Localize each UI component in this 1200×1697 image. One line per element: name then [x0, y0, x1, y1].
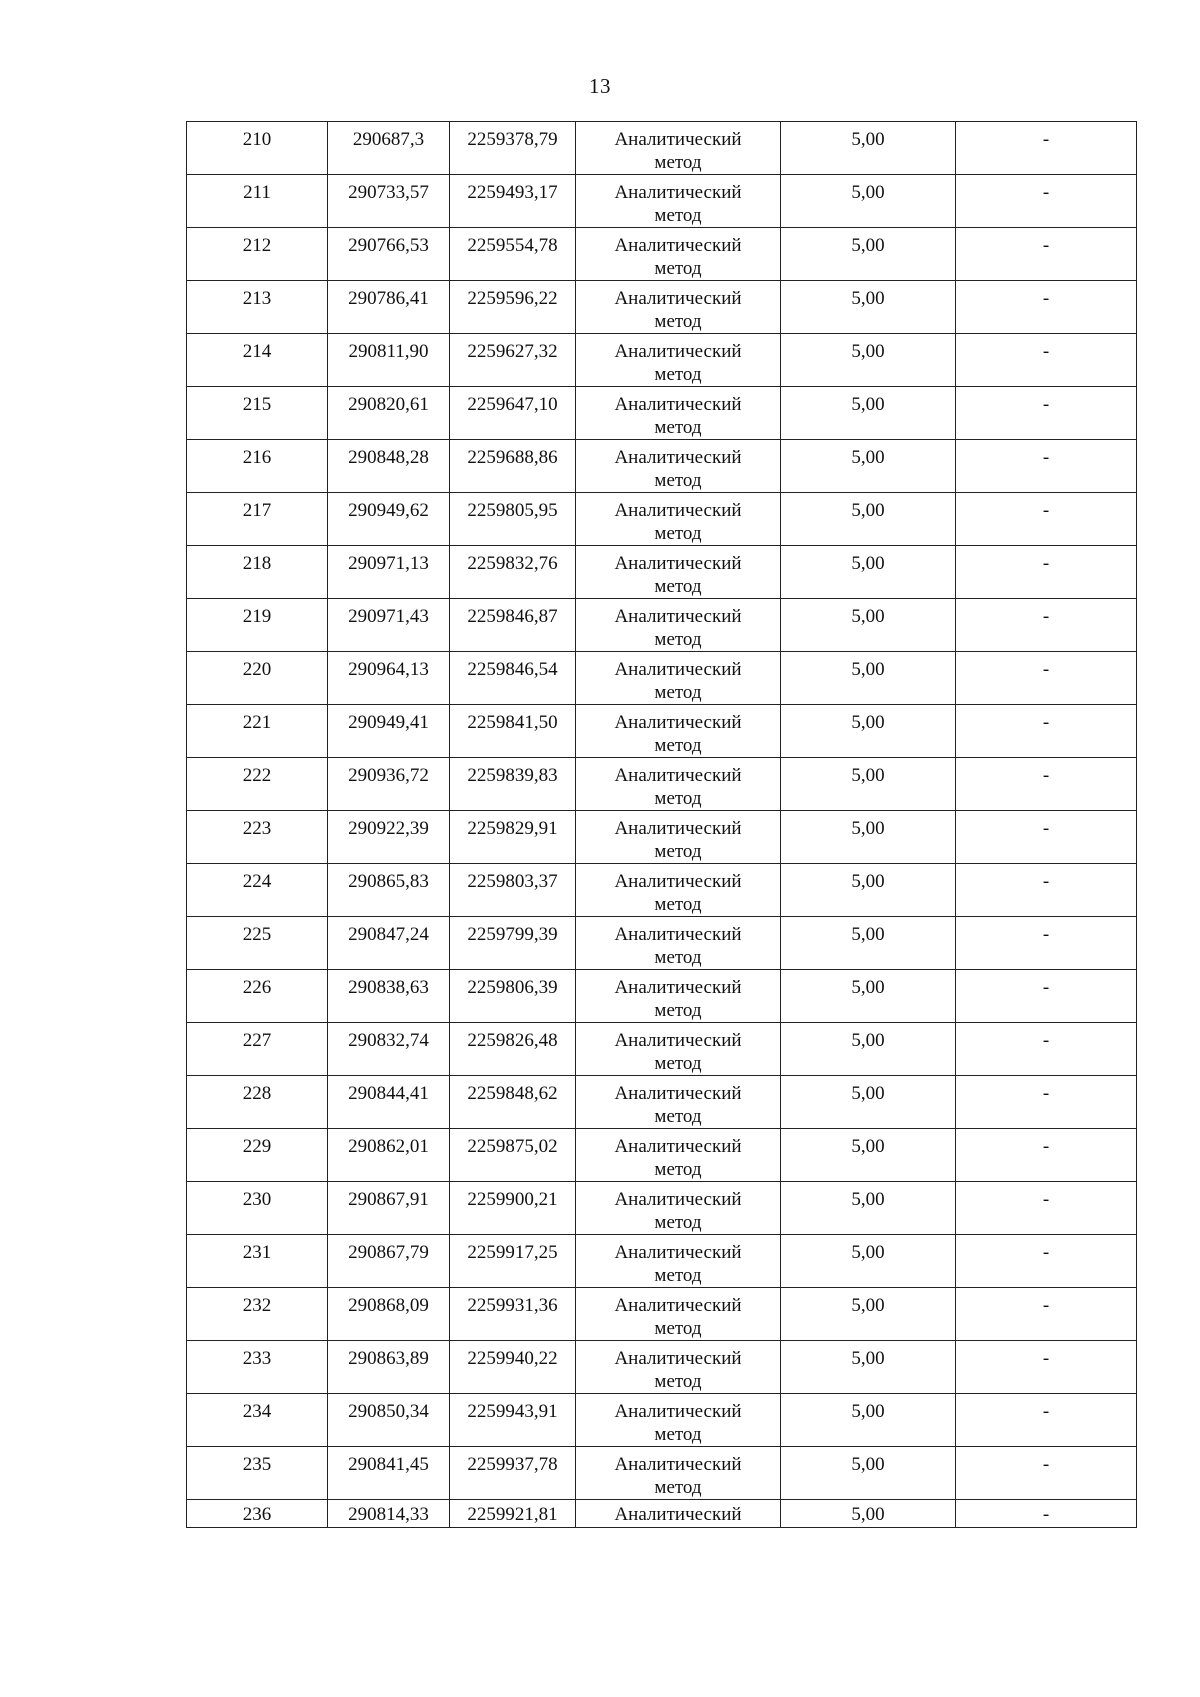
description-cell: -	[956, 1023, 1137, 1076]
point-number-cell: 218	[187, 546, 328, 599]
table-row	[187, 811, 1137, 864]
y-coordinate-cell: 2259805,95	[450, 493, 576, 546]
y-coordinate-cell: 2259921,81	[450, 1500, 576, 1528]
y-coordinate-cell: 2259803,37	[450, 864, 576, 917]
description-cell: -	[956, 599, 1137, 652]
description-cell: -	[956, 546, 1137, 599]
point-number-cell: 226	[187, 970, 328, 1023]
x-coordinate-cell: 290863,89	[328, 1341, 450, 1394]
page-number: 13	[589, 74, 611, 98]
point-number-cell: 230	[187, 1182, 328, 1235]
x-coordinate-cell: 290850,34	[328, 1394, 450, 1447]
method-cell: Аналитический метод	[576, 228, 781, 281]
point-number-cell: 220	[187, 652, 328, 705]
x-coordinate-cell: 290936,72	[328, 758, 450, 811]
description-cell: -	[956, 440, 1137, 493]
table-row	[187, 705, 1137, 758]
x-coordinate-cell: 290949,62	[328, 493, 450, 546]
description-cell: -	[956, 1182, 1137, 1235]
table-row	[187, 1447, 1137, 1500]
point-number-cell: 210	[187, 122, 328, 175]
x-coordinate-cell: 290847,24	[328, 917, 450, 970]
y-coordinate-cell: 2259829,91	[450, 811, 576, 864]
method-cell: Аналитический метод	[576, 546, 781, 599]
table-row	[187, 387, 1137, 440]
point-number-cell: 234	[187, 1394, 328, 1447]
description-cell: -	[956, 864, 1137, 917]
accuracy-cell: 5,00	[781, 1129, 956, 1182]
table-row	[187, 493, 1137, 546]
x-coordinate-cell: 290848,28	[328, 440, 450, 493]
table-row	[187, 652, 1137, 705]
description-cell: -	[956, 493, 1137, 546]
description-cell: -	[956, 281, 1137, 334]
method-cell: Аналитический метод	[576, 440, 781, 493]
x-coordinate-cell: 290868,09	[328, 1288, 450, 1341]
accuracy-cell: 5,00	[781, 440, 956, 493]
method-cell: Аналитический метод	[576, 175, 781, 228]
accuracy-cell: 5,00	[781, 917, 956, 970]
x-coordinate-cell: 290841,45	[328, 1447, 450, 1500]
point-number-cell: 228	[187, 1076, 328, 1129]
point-number-cell: 219	[187, 599, 328, 652]
description-cell: -	[956, 758, 1137, 811]
y-coordinate-cell: 2259846,54	[450, 652, 576, 705]
point-number-cell: 231	[187, 1235, 328, 1288]
table-row	[187, 864, 1137, 917]
point-number-cell: 224	[187, 864, 328, 917]
method-cell: Аналитический метод	[576, 864, 781, 917]
point-number-cell: 232	[187, 1288, 328, 1341]
y-coordinate-cell: 2259826,48	[450, 1023, 576, 1076]
method-cell: Аналитический метод	[576, 705, 781, 758]
table-row	[187, 175, 1137, 228]
accuracy-cell: 5,00	[781, 1076, 956, 1129]
description-cell: -	[956, 1394, 1137, 1447]
table-row	[187, 970, 1137, 1023]
point-number-cell: 233	[187, 1341, 328, 1394]
description-cell: -	[956, 652, 1137, 705]
description-cell: -	[956, 1341, 1137, 1394]
table-row	[187, 917, 1137, 970]
x-coordinate-cell: 290687,3	[328, 122, 450, 175]
point-number-cell: 235	[187, 1447, 328, 1500]
table-row	[187, 1129, 1137, 1182]
method-cell: Аналитический метод	[576, 599, 781, 652]
y-coordinate-cell: 2259378,79	[450, 122, 576, 175]
accuracy-cell: 5,00	[781, 758, 956, 811]
x-coordinate-cell: 290811,90	[328, 334, 450, 387]
description-cell: -	[956, 387, 1137, 440]
x-coordinate-cell: 290922,39	[328, 811, 450, 864]
x-coordinate-cell: 290867,79	[328, 1235, 450, 1288]
method-cell: Аналитический метод	[576, 970, 781, 1023]
description-cell: -	[956, 1447, 1137, 1500]
method-cell: Аналитический метод	[576, 1394, 781, 1447]
method-cell: Аналитический метод	[576, 1341, 781, 1394]
accuracy-cell: 5,00	[781, 387, 956, 440]
method-cell: Аналитический метод	[576, 652, 781, 705]
table-row	[187, 122, 1137, 175]
y-coordinate-cell: 2259846,87	[450, 599, 576, 652]
description-cell: -	[956, 228, 1137, 281]
x-coordinate-cell: 290865,83	[328, 864, 450, 917]
table-row	[187, 1235, 1137, 1288]
y-coordinate-cell: 2259931,36	[450, 1288, 576, 1341]
x-coordinate-cell: 290838,63	[328, 970, 450, 1023]
x-coordinate-cell: 290971,13	[328, 546, 450, 599]
point-number-cell: 217	[187, 493, 328, 546]
accuracy-cell: 5,00	[781, 1235, 956, 1288]
table-row	[187, 334, 1137, 387]
method-cell: Аналитический	[576, 1500, 781, 1528]
table-row	[187, 546, 1137, 599]
y-coordinate-cell: 2259917,25	[450, 1235, 576, 1288]
accuracy-cell: 5,00	[781, 334, 956, 387]
point-number-cell: 222	[187, 758, 328, 811]
description-cell: -	[956, 1235, 1137, 1288]
description-cell: -	[956, 917, 1137, 970]
method-cell: Аналитический метод	[576, 1023, 781, 1076]
description-cell: -	[956, 1288, 1137, 1341]
y-coordinate-cell: 2259900,21	[450, 1182, 576, 1235]
table-row	[187, 758, 1137, 811]
x-coordinate-cell: 290971,43	[328, 599, 450, 652]
method-cell: Аналитический метод	[576, 1235, 781, 1288]
y-coordinate-cell: 2259943,91	[450, 1394, 576, 1447]
method-cell: Аналитический метод	[576, 493, 781, 546]
accuracy-cell: 5,00	[781, 546, 956, 599]
table-row	[187, 228, 1137, 281]
accuracy-cell: 5,00	[781, 1500, 956, 1528]
y-coordinate-cell: 2259832,76	[450, 546, 576, 599]
description-cell: -	[956, 1129, 1137, 1182]
coordinates-table	[186, 121, 1137, 1528]
y-coordinate-cell: 2259493,17	[450, 175, 576, 228]
table-row	[187, 599, 1137, 652]
x-coordinate-cell: 290862,01	[328, 1129, 450, 1182]
x-coordinate-cell: 290814,33	[328, 1500, 450, 1528]
y-coordinate-cell: 2259688,86	[450, 440, 576, 493]
point-number-cell: 223	[187, 811, 328, 864]
point-number-cell: 229	[187, 1129, 328, 1182]
method-cell: Аналитический метод	[576, 122, 781, 175]
method-cell: Аналитический метод	[576, 758, 781, 811]
accuracy-cell: 5,00	[781, 1288, 956, 1341]
x-coordinate-cell: 290949,41	[328, 705, 450, 758]
description-cell: -	[956, 1500, 1137, 1528]
table-body	[187, 122, 1137, 1528]
y-coordinate-cell: 2259806,39	[450, 970, 576, 1023]
method-cell: Аналитический метод	[576, 1076, 781, 1129]
y-coordinate-cell: 2259554,78	[450, 228, 576, 281]
method-cell: Аналитический метод	[576, 811, 781, 864]
x-coordinate-cell: 290867,91	[328, 1182, 450, 1235]
y-coordinate-cell: 2259841,50	[450, 705, 576, 758]
description-cell: -	[956, 122, 1137, 175]
accuracy-cell: 5,00	[781, 970, 956, 1023]
point-number-cell: 225	[187, 917, 328, 970]
accuracy-cell: 5,00	[781, 281, 956, 334]
x-coordinate-cell: 290964,13	[328, 652, 450, 705]
method-cell: Аналитический метод	[576, 281, 781, 334]
accuracy-cell: 5,00	[781, 1447, 956, 1500]
y-coordinate-cell: 2259875,02	[450, 1129, 576, 1182]
y-coordinate-cell: 2259848,62	[450, 1076, 576, 1129]
coordinates-table-wrapper	[186, 121, 1136, 1528]
table-row	[187, 1500, 1137, 1528]
accuracy-cell: 5,00	[781, 1341, 956, 1394]
method-cell: Аналитический метод	[576, 1288, 781, 1341]
x-coordinate-cell: 290733,57	[328, 175, 450, 228]
x-coordinate-cell: 290844,41	[328, 1076, 450, 1129]
x-coordinate-cell: 290832,74	[328, 1023, 450, 1076]
method-cell: Аналитический метод	[576, 1447, 781, 1500]
accuracy-cell: 5,00	[781, 1182, 956, 1235]
description-cell: -	[956, 175, 1137, 228]
table-row	[187, 1394, 1137, 1447]
method-cell: Аналитический метод	[576, 1182, 781, 1235]
point-number-cell: 227	[187, 1023, 328, 1076]
description-cell: -	[956, 705, 1137, 758]
description-cell: -	[956, 1076, 1137, 1129]
description-cell: -	[956, 811, 1137, 864]
y-coordinate-cell: 2259647,10	[450, 387, 576, 440]
point-number-cell: 215	[187, 387, 328, 440]
point-number-cell: 212	[187, 228, 328, 281]
accuracy-cell: 5,00	[781, 122, 956, 175]
y-coordinate-cell: 2259799,39	[450, 917, 576, 970]
description-cell: -	[956, 334, 1137, 387]
accuracy-cell: 5,00	[781, 175, 956, 228]
accuracy-cell: 5,00	[781, 228, 956, 281]
table-row	[187, 1182, 1137, 1235]
method-cell: Аналитический метод	[576, 1129, 781, 1182]
table-row	[187, 1288, 1137, 1341]
table-row	[187, 281, 1137, 334]
table-row	[187, 1076, 1137, 1129]
table-row	[187, 1023, 1137, 1076]
accuracy-cell: 5,00	[781, 599, 956, 652]
method-cell: Аналитический метод	[576, 334, 781, 387]
point-number-cell: 221	[187, 705, 328, 758]
point-number-cell: 214	[187, 334, 328, 387]
accuracy-cell: 5,00	[781, 1023, 956, 1076]
table-row	[187, 1341, 1137, 1394]
accuracy-cell: 5,00	[781, 1394, 956, 1447]
y-coordinate-cell: 2259940,22	[450, 1341, 576, 1394]
accuracy-cell: 5,00	[781, 652, 956, 705]
point-number-cell: 216	[187, 440, 328, 493]
y-coordinate-cell: 2259839,83	[450, 758, 576, 811]
method-cell: Аналитический метод	[576, 387, 781, 440]
table-row	[187, 440, 1137, 493]
x-coordinate-cell: 290766,53	[328, 228, 450, 281]
method-cell: Аналитический метод	[576, 917, 781, 970]
accuracy-cell: 5,00	[781, 864, 956, 917]
x-coordinate-cell: 290786,41	[328, 281, 450, 334]
point-number-cell: 236	[187, 1500, 328, 1528]
accuracy-cell: 5,00	[781, 493, 956, 546]
x-coordinate-cell: 290820,61	[328, 387, 450, 440]
y-coordinate-cell: 2259627,32	[450, 334, 576, 387]
y-coordinate-cell: 2259937,78	[450, 1447, 576, 1500]
point-number-cell: 211	[187, 175, 328, 228]
description-cell: -	[956, 970, 1137, 1023]
point-number-cell: 213	[187, 281, 328, 334]
accuracy-cell: 5,00	[781, 705, 956, 758]
y-coordinate-cell: 2259596,22	[450, 281, 576, 334]
accuracy-cell: 5,00	[781, 811, 956, 864]
